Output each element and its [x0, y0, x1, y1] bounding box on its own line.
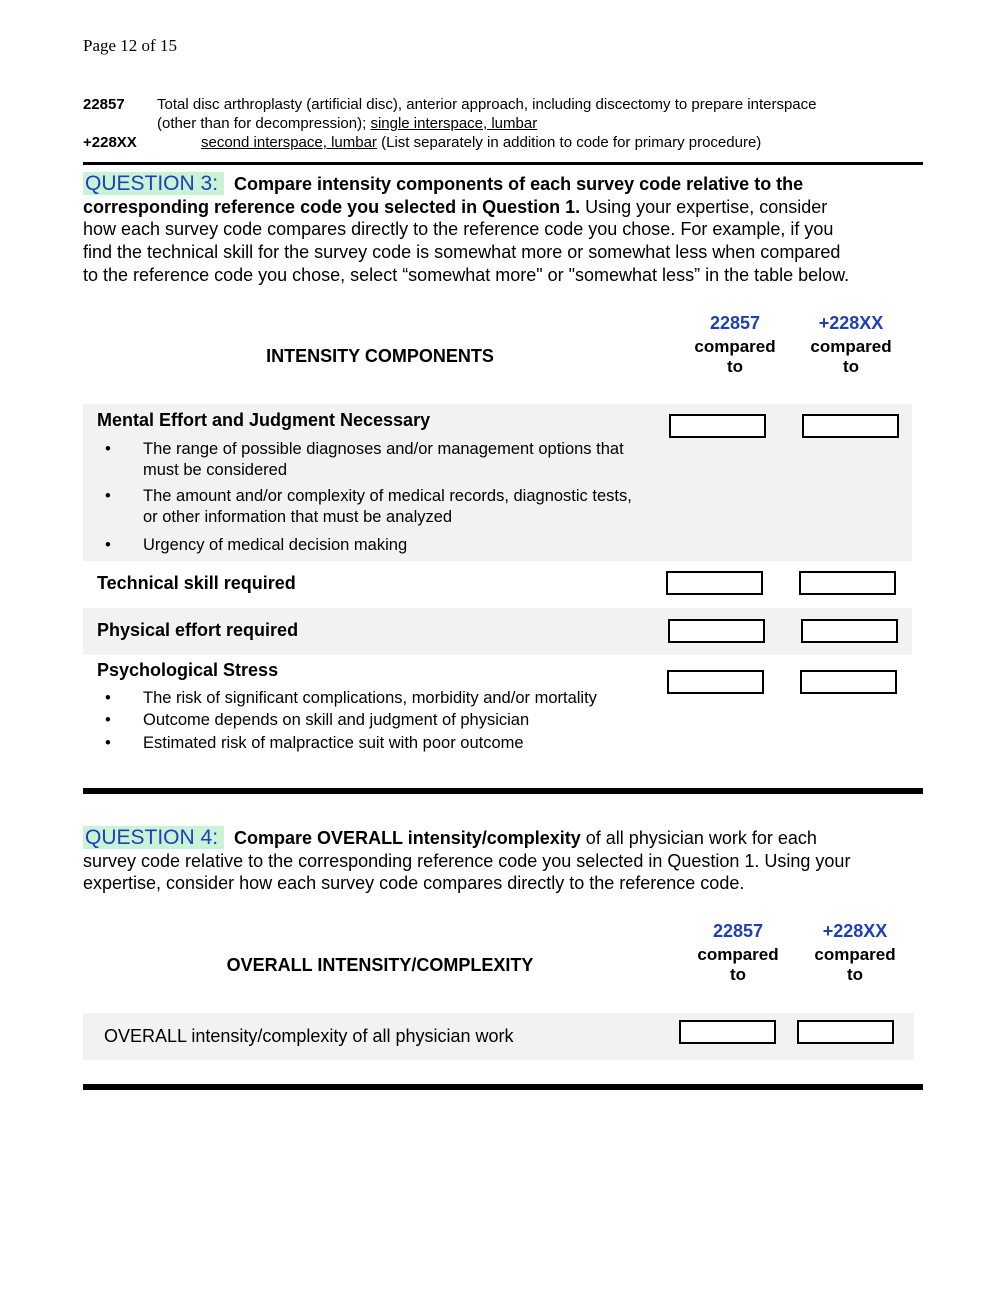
- psychological-stress-bullets: • The risk of significant complications, morbidity and/or mortality • Outcome depends on skill and judgment of physician • Estimated risk of malpractice suit with poor outcome: [105, 689, 597, 752]
- overall-intensity-228xx-input[interactable]: [797, 1020, 894, 1044]
- q3-column-22857: 22857 compared to: [694, 313, 776, 376]
- physical-effort-22857-input[interactable]: [668, 619, 765, 643]
- bullet-icon: •: [105, 689, 111, 707]
- page-number: Page 12 of 15: [83, 36, 177, 55]
- psychological-stress-228xx-input[interactable]: [800, 670, 897, 694]
- bullet-icon: •: [105, 440, 111, 458]
- technical-skill-title: Technical skill required: [97, 573, 296, 593]
- primary-code: 22857: [83, 96, 125, 113]
- primary-code-desc-line2: (other than for decompression); single interspace, lumbar: [157, 115, 538, 132]
- q4-column-22857: 22857 compared to: [697, 921, 779, 984]
- section-divider: [83, 162, 923, 165]
- addon-code-desc: second interspace, lumbar (List separately in addition to code for primary procedure): [201, 134, 762, 151]
- bullet-icon: •: [105, 536, 111, 554]
- psychological-stress-22857-input[interactable]: [667, 670, 764, 694]
- bullet-icon: •: [105, 487, 111, 505]
- mental-effort-title: Mental Effort and Judgment Necessary: [97, 410, 431, 430]
- primary-code-desc-line1: Total disc arthroplasty (artificial disc), anterior approach, including discectomy to prepare interspace: [157, 96, 817, 113]
- mental-effort-bullets: • The range of possible diagnoses and/or management options that must be considered • The amount and/or complexity of medical records, diagnostic tests, or other information that must be analyzed • Urgency of medical decision making: [105, 440, 632, 554]
- question-4-instructions: QUESTION 4: Compare OVERALL intensity/complexity of all physician work for each survey code relative to the corresponding reference code you selected in Question 1. Using your expertise, consider how each survey code compares directly to the reference code.: [83, 826, 851, 894]
- question-3-label: QUESTION 3:: [83, 172, 224, 195]
- bullet-icon: •: [105, 711, 111, 729]
- technical-skill-22857-input[interactable]: [666, 571, 763, 595]
- mental-effort-228xx-input[interactable]: [802, 414, 899, 438]
- technical-skill-228xx-input[interactable]: [799, 571, 896, 595]
- bullet-icon: •: [105, 734, 111, 752]
- section-divider: [83, 1084, 923, 1090]
- psychological-stress-title: Psychological Stress: [97, 660, 279, 680]
- mental-effort-22857-input[interactable]: [669, 414, 766, 438]
- question-3-instructions: QUESTION 3: Compare intensity components of each survey code relative to the corresponding reference code you selected in Question 1. Using your expertise, consider how each survey code compares directly to the reference code you chose. For example, if you find the technical skill for the survey code is somewhat more or somewhat less when compared to the reference code you chose, select “somewhat more" or "somewhat less” in the table below.: [83, 172, 850, 285]
- section-divider: [83, 788, 923, 794]
- addon-code: +228XX: [83, 134, 137, 151]
- physical-effort-228xx-input[interactable]: [801, 619, 898, 643]
- q4-column-228xx: +228XX compared to: [814, 921, 896, 984]
- q3-column-228xx: +228XX compared to: [810, 313, 892, 376]
- overall-intensity-22857-input[interactable]: [679, 1020, 776, 1044]
- code-descriptors: [83, 95, 817, 152]
- intensity-components-header: INTENSITY COMPONENTS: [266, 346, 494, 366]
- physical-effort-title: Physical effort required: [97, 620, 299, 640]
- question-4-label: QUESTION 4:: [83, 826, 224, 849]
- overall-intensity-label: OVERALL intensity/complexity of all physician work: [104, 1026, 514, 1046]
- overall-intensity-header: OVERALL INTENSITY/COMPLEXITY: [226, 955, 534, 975]
